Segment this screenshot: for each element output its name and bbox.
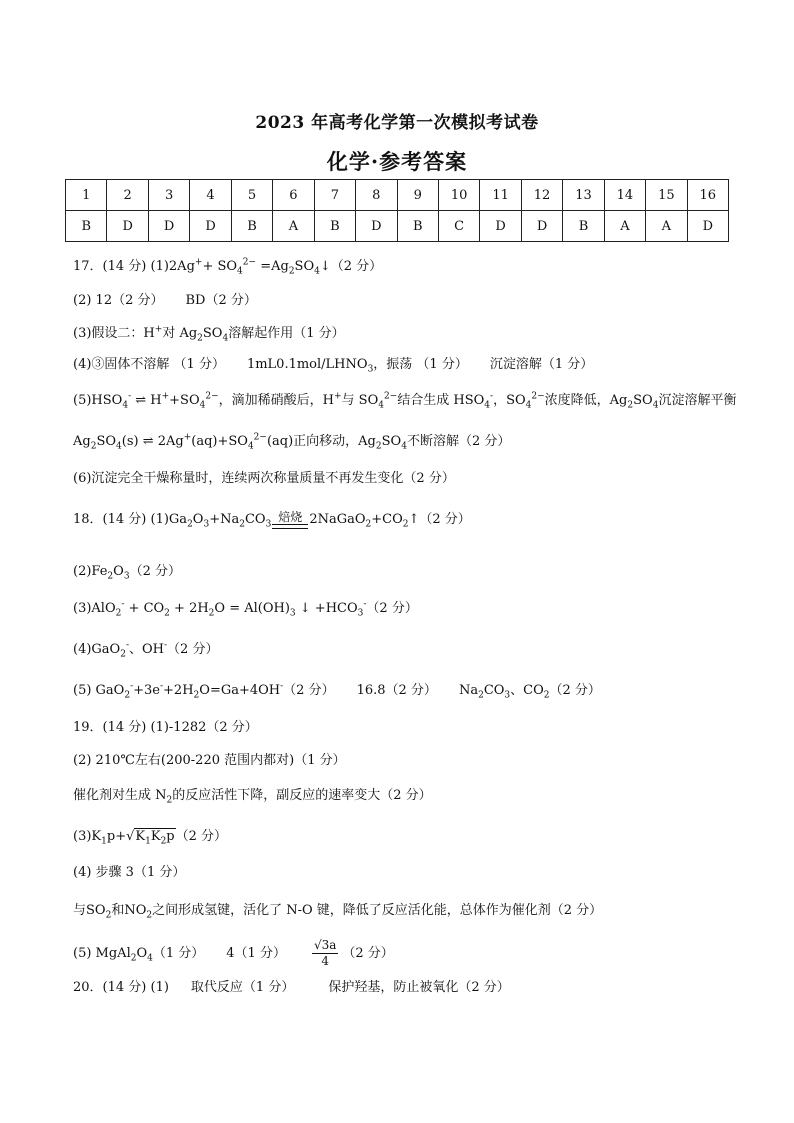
text: 16.8（2 分） bbox=[356, 683, 437, 698]
q19-part4-explanation bbox=[73, 902, 602, 920]
superscript: + bbox=[333, 391, 342, 402]
table-cell: B bbox=[314, 211, 355, 242]
exam-title: 2023 年高考化学第一次模拟考试卷 bbox=[255, 113, 539, 133]
text: SO bbox=[381, 434, 402, 449]
table-cell: 7 bbox=[314, 180, 355, 211]
text: O=Ga+4OH bbox=[199, 683, 281, 698]
superscript: - bbox=[280, 681, 284, 692]
superscript: + bbox=[183, 432, 192, 443]
superscript: - bbox=[121, 599, 125, 610]
text: K bbox=[150, 829, 161, 844]
text: SO bbox=[202, 326, 223, 341]
subscript: 1 bbox=[101, 836, 107, 847]
subscript: 2 bbox=[124, 690, 131, 701]
text: (2) 210℃左右(200-220 范围内都对)（1 分） bbox=[73, 753, 346, 768]
text: 浓度降低，Ag bbox=[544, 393, 628, 408]
text: ↓（2 分） bbox=[319, 259, 383, 274]
table-cell: D bbox=[480, 211, 521, 242]
q17-part3 bbox=[73, 325, 345, 343]
q17-part5-line1 bbox=[73, 392, 736, 410]
text: (1)2Ag bbox=[150, 259, 195, 274]
q18-part3 bbox=[73, 600, 418, 618]
fraction-numerator: √3a bbox=[313, 938, 337, 952]
text: 对 Ag bbox=[162, 326, 198, 341]
text: SO bbox=[633, 393, 653, 408]
subscript: 2 bbox=[627, 400, 634, 411]
table-cell: B bbox=[563, 211, 604, 242]
table-cell: 2 bbox=[107, 180, 148, 211]
table-cell: 9 bbox=[397, 180, 438, 211]
q17-part5-line2 bbox=[73, 433, 510, 451]
subscript: 2 bbox=[375, 441, 382, 452]
text: 之间形成氢键，活化了 N-O 键，降低了反应活化能，总体作为催化剂（2 分） bbox=[152, 903, 603, 918]
text: + CO bbox=[124, 601, 165, 616]
subscript: 3 bbox=[203, 519, 210, 530]
question-number: 20．(14 分) bbox=[73, 980, 151, 995]
subscript: 4 bbox=[122, 400, 129, 411]
subscript: 4 bbox=[116, 441, 122, 452]
text: 2NaGaO bbox=[309, 512, 366, 527]
text: ↑（2 分） bbox=[408, 512, 471, 527]
text: O bbox=[113, 564, 124, 579]
table-cell: D bbox=[687, 211, 728, 242]
text: K bbox=[135, 829, 146, 844]
table-cell: D bbox=[148, 211, 189, 242]
text: p bbox=[166, 829, 175, 844]
table-cell: C bbox=[438, 211, 479, 242]
text: CO bbox=[244, 512, 266, 527]
table-cell: 14 bbox=[604, 180, 645, 211]
q20-part1 bbox=[73, 979, 510, 997]
subscript: 2 bbox=[543, 690, 550, 701]
text: (2) 12（2 分） bbox=[73, 293, 164, 308]
superscript: 2− bbox=[383, 391, 398, 402]
table-cell: D bbox=[190, 211, 231, 242]
text: (5) MgAl bbox=[73, 946, 131, 961]
subscript: 3 bbox=[265, 519, 272, 530]
superscript: + bbox=[194, 257, 203, 268]
subscript: 2 bbox=[105, 910, 112, 921]
q17-part2 bbox=[73, 292, 257, 310]
table-cell: A bbox=[604, 211, 645, 242]
text: ↓ +HCO bbox=[295, 601, 358, 616]
subscript: 3 bbox=[123, 571, 130, 582]
table-cell: B bbox=[397, 211, 438, 242]
subscript: 4 bbox=[401, 441, 407, 452]
text: +3e bbox=[133, 683, 160, 698]
subscript: 4 bbox=[147, 953, 153, 964]
text: 1mL0.1mol/LHNO bbox=[246, 357, 368, 372]
sqrt-sign: √ bbox=[126, 829, 135, 844]
text: （2 分） bbox=[283, 683, 335, 698]
sqrt-radicand bbox=[134, 828, 175, 847]
table-cell: 13 bbox=[563, 180, 604, 211]
question-number: 19．(14 分) bbox=[73, 720, 151, 735]
text: 保护羟基，防止被氧化（2 分） bbox=[328, 980, 510, 995]
text: (2)Fe bbox=[73, 564, 108, 579]
text: Ag bbox=[73, 434, 91, 449]
q18-part4 bbox=[73, 641, 218, 659]
fraction bbox=[312, 938, 338, 969]
text: 与SO bbox=[73, 903, 106, 918]
superscript: - bbox=[128, 391, 132, 402]
superscript: - bbox=[125, 640, 129, 651]
subscript: 2 bbox=[193, 690, 200, 701]
text: ，SO bbox=[493, 393, 526, 408]
text: (3)AlO bbox=[73, 601, 116, 616]
subscript: 2 bbox=[402, 519, 409, 530]
text: ，滴加稀硝酸后，H bbox=[218, 393, 334, 408]
question-number: 18．(14 分) bbox=[73, 512, 151, 527]
subscript: 4 bbox=[378, 400, 384, 411]
text: （1 分） bbox=[152, 946, 205, 961]
table-cell: B bbox=[66, 211, 107, 242]
subscript: 2 bbox=[208, 608, 215, 619]
superscript: - bbox=[363, 599, 367, 610]
text: 4（1 分） bbox=[226, 946, 286, 961]
superscript: + bbox=[154, 324, 163, 335]
table-cell: B bbox=[231, 211, 272, 242]
q17-part1 bbox=[73, 258, 382, 276]
double-bar bbox=[272, 524, 308, 529]
subscript: 2 bbox=[288, 266, 295, 277]
text: (s) ⇌ 2Ag bbox=[121, 434, 184, 449]
subscript: 2 bbox=[164, 608, 170, 619]
text: （2 分） bbox=[366, 601, 418, 616]
q17-part4 bbox=[73, 356, 593, 374]
table-cell: 11 bbox=[480, 180, 521, 211]
text: O bbox=[136, 946, 148, 961]
superscript: - bbox=[130, 681, 134, 692]
text: (1)Ga bbox=[150, 512, 188, 527]
table-cell: 15 bbox=[646, 180, 687, 211]
subscript: 2 bbox=[365, 519, 372, 530]
text: + 2H bbox=[169, 601, 209, 616]
table-cell: 5 bbox=[231, 180, 272, 211]
table-cell: D bbox=[356, 211, 397, 242]
text: (aq)+SO bbox=[191, 434, 248, 449]
text: （2 分） bbox=[167, 642, 219, 657]
text: CO bbox=[483, 683, 505, 698]
text: 、OH bbox=[129, 642, 164, 657]
text: + SO bbox=[202, 259, 238, 274]
table-cell: D bbox=[107, 211, 148, 242]
q19-part5 bbox=[73, 938, 394, 969]
text: 沉淀溶解平衡 bbox=[658, 393, 737, 408]
text: (4)③固体不溶解 （1 分） bbox=[73, 357, 225, 372]
text: 、CO bbox=[510, 683, 544, 698]
text: (1) bbox=[150, 980, 169, 995]
text: 和NO bbox=[111, 903, 147, 918]
text: (4)GaO bbox=[73, 642, 121, 657]
q19-part2-explanation bbox=[73, 787, 432, 805]
table-cell: 12 bbox=[521, 180, 562, 211]
text: SO bbox=[96, 434, 117, 449]
table-cell: A bbox=[646, 211, 687, 242]
answer-table-number-row bbox=[66, 180, 729, 211]
table-cell: A bbox=[273, 211, 314, 242]
text: (6)沉淀完全干燥称量时，连续两次称量质量不再发生变化（2 分） bbox=[73, 471, 455, 486]
text: 的反应活性下降，副反应的速率变大（2 分） bbox=[172, 788, 432, 803]
text: (4) 步骤 3（1 分） bbox=[73, 865, 186, 880]
superscript: - bbox=[490, 391, 494, 402]
text: (aq)正向移动，Ag bbox=[266, 434, 376, 449]
text: Na bbox=[458, 683, 479, 698]
subscript: 2 bbox=[187, 519, 193, 530]
text: （2 分） bbox=[175, 829, 228, 844]
text: (5) GaO bbox=[73, 683, 125, 698]
superscript: + bbox=[161, 391, 170, 402]
table-cell: 16 bbox=[687, 180, 728, 211]
subscript: 4 bbox=[484, 400, 491, 411]
text: p+ bbox=[106, 829, 127, 844]
table-cell: 4 bbox=[190, 180, 231, 211]
fraction-denominator: 4 bbox=[321, 954, 329, 968]
superscript: 2− bbox=[242, 257, 257, 268]
q18-part5 bbox=[73, 682, 601, 700]
subscript: 3 bbox=[504, 690, 511, 701]
subscript: 1 bbox=[145, 836, 151, 847]
text: 不断溶解（2 分） bbox=[406, 434, 511, 449]
subscript: 2 bbox=[239, 519, 245, 530]
condition-label: 焙烧 bbox=[278, 510, 303, 524]
table-cell: 6 bbox=[273, 180, 314, 211]
text: +2H bbox=[163, 683, 194, 698]
text: (3)假设二：H bbox=[73, 326, 155, 341]
superscript: 2− bbox=[205, 391, 219, 402]
subscript: 2 bbox=[115, 608, 122, 619]
subscript: 3 bbox=[289, 608, 296, 619]
subscript: 2 bbox=[90, 441, 97, 452]
text: +CO bbox=[371, 512, 403, 527]
subscript: 3 bbox=[367, 364, 374, 375]
q19-part3 bbox=[73, 828, 227, 846]
superscript: - bbox=[164, 640, 168, 651]
subscript: 2 bbox=[478, 690, 484, 701]
subscript: 3 bbox=[357, 608, 364, 619]
superscript: 2− bbox=[531, 391, 545, 402]
subscript: 2 bbox=[130, 953, 137, 964]
subscript: 2 bbox=[160, 836, 167, 847]
text: 取代反应（1 分） bbox=[190, 980, 295, 995]
subscript: 4 bbox=[199, 400, 206, 411]
answer-key-title: 化学·参考答案 bbox=[326, 149, 468, 174]
q17-part6 bbox=[73, 470, 455, 488]
text: 沉淀溶解（1 分） bbox=[489, 357, 594, 372]
reaction-condition-arrow bbox=[272, 510, 308, 529]
answer-table-answer-row bbox=[66, 211, 729, 242]
text: (1)-1282（2 分） bbox=[150, 720, 258, 735]
text: 与 SO bbox=[341, 393, 379, 408]
subscript: 4 bbox=[525, 400, 532, 411]
text: SO bbox=[294, 259, 315, 274]
table-cell: D bbox=[521, 211, 562, 242]
table-cell: 8 bbox=[356, 180, 397, 211]
subscript: 2 bbox=[197, 333, 203, 344]
q19-part4 bbox=[73, 864, 185, 882]
subscript: 2 bbox=[166, 795, 173, 806]
q19-part2 bbox=[73, 752, 346, 770]
table-cell: 10 bbox=[438, 180, 479, 211]
text: ⇌ H bbox=[131, 393, 162, 408]
text: O = Al(OH) bbox=[214, 601, 290, 616]
text: ，振荡 （1 分） bbox=[373, 357, 468, 372]
subscript: 4 bbox=[652, 400, 659, 411]
subscript: 4 bbox=[222, 333, 229, 344]
subscript: 4 bbox=[247, 441, 254, 452]
text: （2 分） bbox=[549, 683, 601, 698]
text: (3)K bbox=[73, 829, 102, 844]
text: （2 分） bbox=[342, 946, 394, 961]
text: 溶解起作用（1 分） bbox=[228, 326, 345, 341]
question-number: 17．(14 分) bbox=[73, 259, 151, 274]
text: +Na bbox=[209, 512, 240, 527]
text: 结合生成 HSO bbox=[397, 393, 485, 408]
text: （2 分） bbox=[129, 564, 181, 579]
subscript: 2 bbox=[107, 571, 114, 582]
table-cell: 3 bbox=[148, 180, 189, 211]
text: O bbox=[192, 512, 204, 527]
subscript: 2 bbox=[120, 649, 126, 660]
subscript: 4 bbox=[237, 266, 243, 277]
superscript: - bbox=[159, 681, 164, 692]
answer-table bbox=[65, 179, 729, 242]
subscript: 2 bbox=[146, 910, 153, 921]
text: =Ag bbox=[256, 259, 289, 274]
text: BD（2 分） bbox=[185, 293, 257, 308]
table-cell: 1 bbox=[66, 180, 107, 211]
text: (5)HSO bbox=[73, 393, 123, 408]
q18-part1 bbox=[73, 510, 471, 529]
subscript: 4 bbox=[314, 266, 320, 277]
q19-part1 bbox=[73, 719, 258, 737]
superscript: 2− bbox=[253, 432, 267, 443]
text: +SO bbox=[169, 393, 200, 408]
text: 催化剂对生成 N bbox=[73, 788, 167, 803]
q18-part2 bbox=[73, 563, 181, 581]
